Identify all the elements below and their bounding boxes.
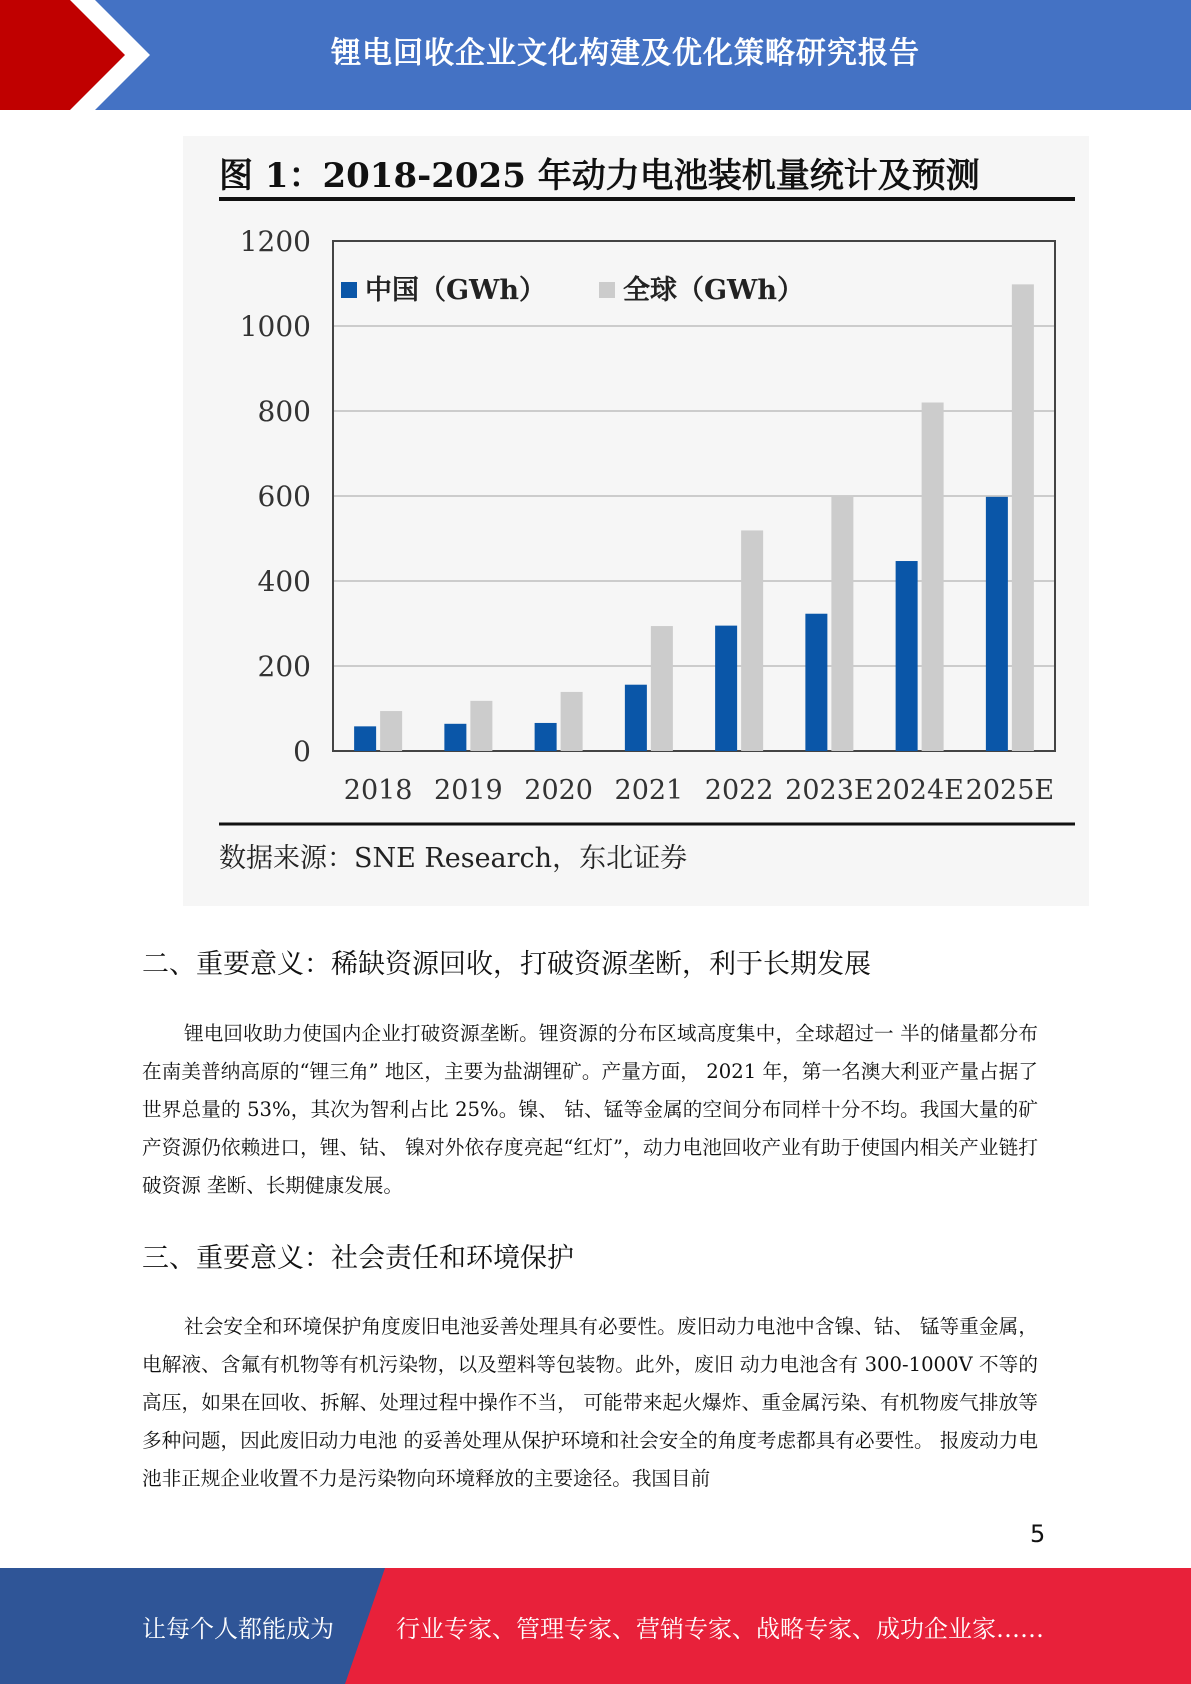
bar-china-2020 (535, 723, 557, 751)
bar-china-2019 (444, 724, 466, 751)
section-heading-significance-environment: 三、重要意义：社会责任和环境保护 (142, 1243, 574, 1274)
bar-china-2023e (805, 614, 827, 751)
y-tick-label: 0 (293, 735, 311, 768)
bar-china-2022 (715, 626, 737, 751)
legend-label-global: 全球（GWh） (623, 275, 805, 306)
bar-global-2020 (561, 692, 583, 751)
bar-global-2022 (741, 530, 763, 751)
legend-swatch-china (341, 282, 357, 298)
chart-figure (183, 136, 1089, 906)
section-paragraph-environment: 社会安全和环境保护角度废旧电池妥善处理具有必要性。废旧动力电池中含镍、钴、 锰等重金属，电解液、含氟有机物等有机污染物，以及塑料等包装物。此外，废旧 动力电池含有 300-1000V 不等的高压，如果在回收、拆解、处理过程中操作不当， 可能带来起火爆炸、重金属污染、有机物废气排放等多种问题，因此废旧动力电池 的妥善处理从保护环境和社会安全的角度考虑都具有必要性。 报废动力电池非正规企业收置不力是污染物向环境释放的主要途径。我国目前 (142, 1315, 1038, 1490)
bar-china-2025e (986, 497, 1008, 751)
bar-global-2019 (470, 701, 492, 751)
section-paragraph-resources: 锂电回收助力使国内企业打破资源垄断。锂资源的分布区域高度集中，全球超过一 半的储量都分布在南美普纳高原的“锂三角” 地区，主要为盐湖锂矿。产量方面， 2021 年，第一名澳大利亚产量占据了世界总量的 53%，其次为智利占比 25%。镍、 钴、锰等金属的空间分布同样十分不均。我国大量的矿产资源仍依赖进口，锂、钴、 镍对外依存度亮起“红灯”，动力电池回收产业有助于使国内相关产业链打破资源 垄断、长期健康发展。 (142, 1022, 1038, 1197)
page-footer (0, 1568, 1191, 1684)
legend-swatch-global (599, 282, 615, 298)
x-tick-label: 2019 (434, 775, 503, 806)
legend-label-china: 中国（GWh） (365, 275, 547, 306)
x-tick-label: 2018 (343, 775, 413, 806)
x-tick-label: 2024E (875, 775, 964, 806)
bar-chart (183, 136, 1089, 906)
header-arrow-decoration (0, 0, 160, 110)
y-tick-label: 400 (257, 565, 311, 598)
bar-global-2021 (651, 626, 673, 751)
y-tick-label: 200 (257, 650, 311, 683)
x-tick-label: 2021 (614, 775, 684, 806)
y-tick-label: 1000 (239, 310, 311, 343)
bar-global-2023e (831, 495, 853, 751)
bar-china-2018 (354, 726, 376, 751)
bar-global-2025e (1012, 284, 1034, 751)
x-tick-label: 2022 (704, 775, 774, 806)
figure-title: 图 1：2018-2025 年动力电池装机量统计及预测 (219, 156, 980, 196)
report-title: 锂电回收企业文化构建及优化策略研究报告 (331, 36, 920, 71)
x-tick-label: 2020 (524, 775, 593, 806)
bar-global-2024e (922, 403, 944, 752)
footer-slogan-right: 行业专家、管理专家、营销专家、战略专家、成功企业家…… (396, 1614, 1044, 1643)
y-tick-label: 800 (257, 395, 311, 428)
x-tick-label: 2023E (785, 775, 874, 806)
y-tick-label: 600 (257, 480, 311, 513)
bar-global-2018 (380, 711, 402, 751)
bar-china-2021 (625, 685, 647, 751)
x-tick-label: 2025E (965, 775, 1055, 806)
page-number: 5 (1030, 1520, 1046, 1548)
footer-slogan-left: 让每个人都能成为 (142, 1614, 334, 1643)
section-heading-significance-resources: 二、重要意义：稀缺资源回收，打破资源垄断，利于长期发展 (142, 949, 871, 980)
bar-china-2024e (896, 561, 918, 751)
y-tick-label: 1200 (239, 225, 311, 258)
page-header (0, 0, 1191, 110)
figure-source: 数据来源：SNE Research，东北证券 (219, 843, 688, 874)
